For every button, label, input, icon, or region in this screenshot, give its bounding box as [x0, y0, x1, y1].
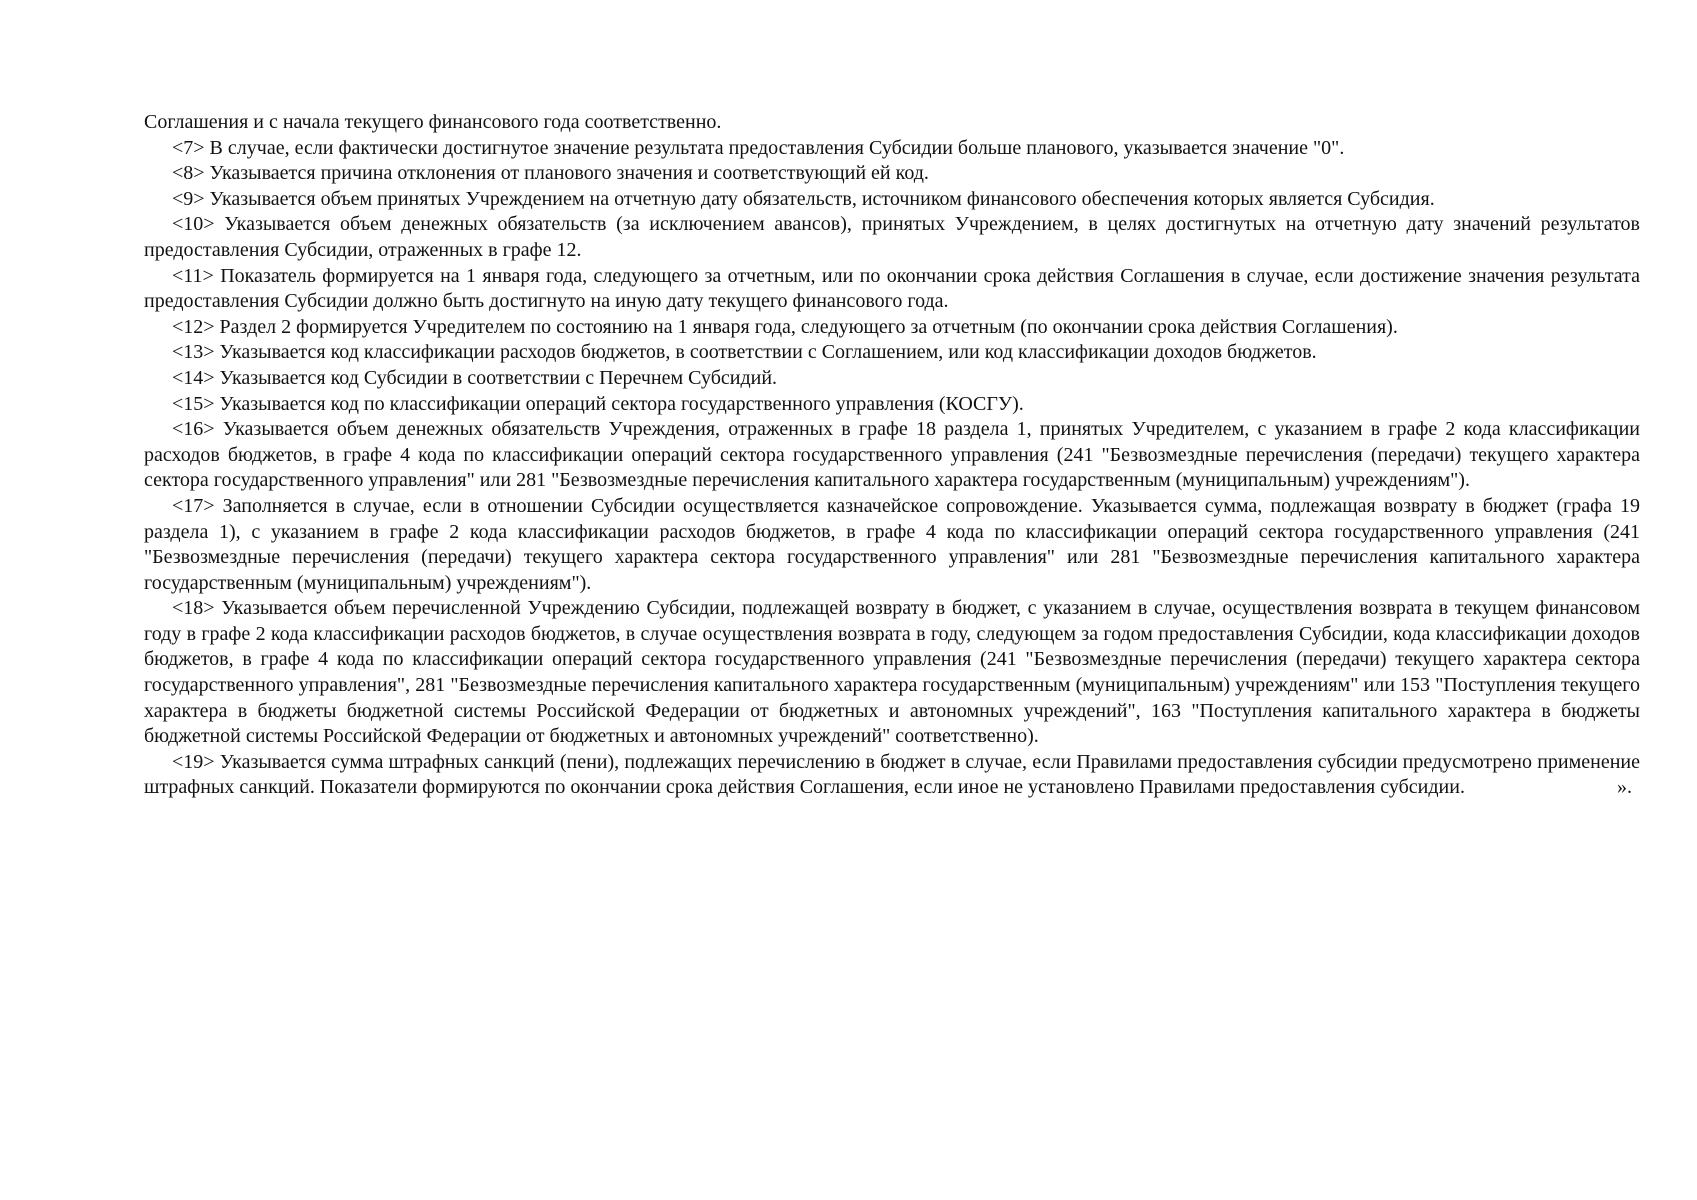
footnote-16: <16> Указывается объем денежных обязательств Учреждения, отраженных в графе 18 раздела 1, принятых Учредителем, с указанием в графе 2 кода классификации расходов бюджетов, в графе 4 кода по классификации операций сектора государственного управления (241 "Безвозмездные перечисления (передачи) текущего характера сектора государственного управления" или 281 "Безвозмездные перечисления капитального характера государственным (муниципальным) учреждениям"). — [144, 418, 1640, 492]
footnote-10: <10> Указывается объем денежных обязательств (за исключением авансов), принятых Учреждением, в целях достигнутых на отчетную дату значений результатов предоставления Субсидии, отраженных в графе 12. — [144, 213, 1640, 261]
document-page — [144, 110, 1640, 801]
footnote-11: <11> Показатель формируется на 1 января года, следующего за отчетным, или по окончании срока действия Соглашения в случае, если достижение значения результата предоставления Субсидии должно быть достигнуто на иную дату текущего финансового года. — [144, 264, 1640, 313]
footnote-13: <13> Указывается код классификации расходов бюджетов, в соответствии с Соглашением, или код классификации доходов бюджетов. — [172, 341, 1317, 364]
closing-quote-mark: ». — [1617, 776, 1632, 799]
continuation-paragraph: Соглашения и с начала текущего финансового года соответственно. — [144, 111, 722, 133]
footnote-9: <9> Указывается объем принятых Учреждением на отчетную дату обязательств, источником финансового обеспечения которых является Субсидия. — [172, 187, 1435, 210]
footnote-7: <7> В случае, если фактически достигнутое значение результата предоставления Субсидии больше планового, указывается значение "0". — [172, 136, 1345, 159]
footnote-8: <8> Указывается причина отклонения от планового значения и соответствующий ей код. — [172, 162, 929, 185]
footnote-17: <17> Заполняется в случае, если в отношении Субсидии осуществляется казначейское сопровождение. Указывается сумма, подлежащая возврату в бюджет (графа 19 раздела 1), с указанием в графе 2 кода классификации расходов бюджетов, в графе 4 кода по классификации операций сектора государственного управления (241 "Безвозмездные перечисления (передачи) текущего характера сектора государственного управления" или 281 "Безвозмездные перечисления капитального характера государственным (муниципальным) учреждениям"). — [144, 494, 1640, 594]
footnote-14: <14> Указывается код Субсидии в соответствии с Перечнем Субсидий. — [172, 366, 778, 389]
footnote-19 — [144, 750, 1640, 801]
footnote-15: <15> Указывается код по классификации операций сектора государственного управления (КОСГУ). — [172, 392, 1024, 415]
footnote-18: <18> Указывается объем перечисленной Учреждению Субсидии, подлежащей возврату в бюджет, с указанием в случае, осуществления возврата в текущем финансовом году в графе 2 кода классификации расходов бюджетов, в случае осуществления возврата в году, следующем за годом предоставления Субсидии, кода классификации доходов бюджетов, в графе 4 кода по классификации операций сектора государственного управления (241 "Безвозмездные перечисления (передачи) текущего характера сектора государственного управления", 281 "Безвозмездные перечисления капитального характера государственным (муниципальным) учреждениям" или 153 "Поступления текущего характера в бюджеты бюджетной системы Российской Федерации от бюджетных и автономных учреждений", 163 "Поступления капитального характера в бюджеты бюджетной системы Российской Федерации от бюджетных и автономных учреждений" соответственно). — [144, 597, 1640, 748]
footnote-12: <12> Раздел 2 формируется Учредителем по состоянию на 1 января года, следующего за отчетным (по окончании срока действия Соглашения). — [172, 315, 1398, 338]
footnote-19-text: <19> Указывается сумма штрафных санкций (пени), подлежащих перечислению в бюджет в случае, если Правилами предоставления субсидии предусмотрено применение штрафных санкций. Показатели формируются по окончании срока действия Соглашения, если иное не установлено Правилами предоставления субсидии. — [144, 750, 1640, 799]
